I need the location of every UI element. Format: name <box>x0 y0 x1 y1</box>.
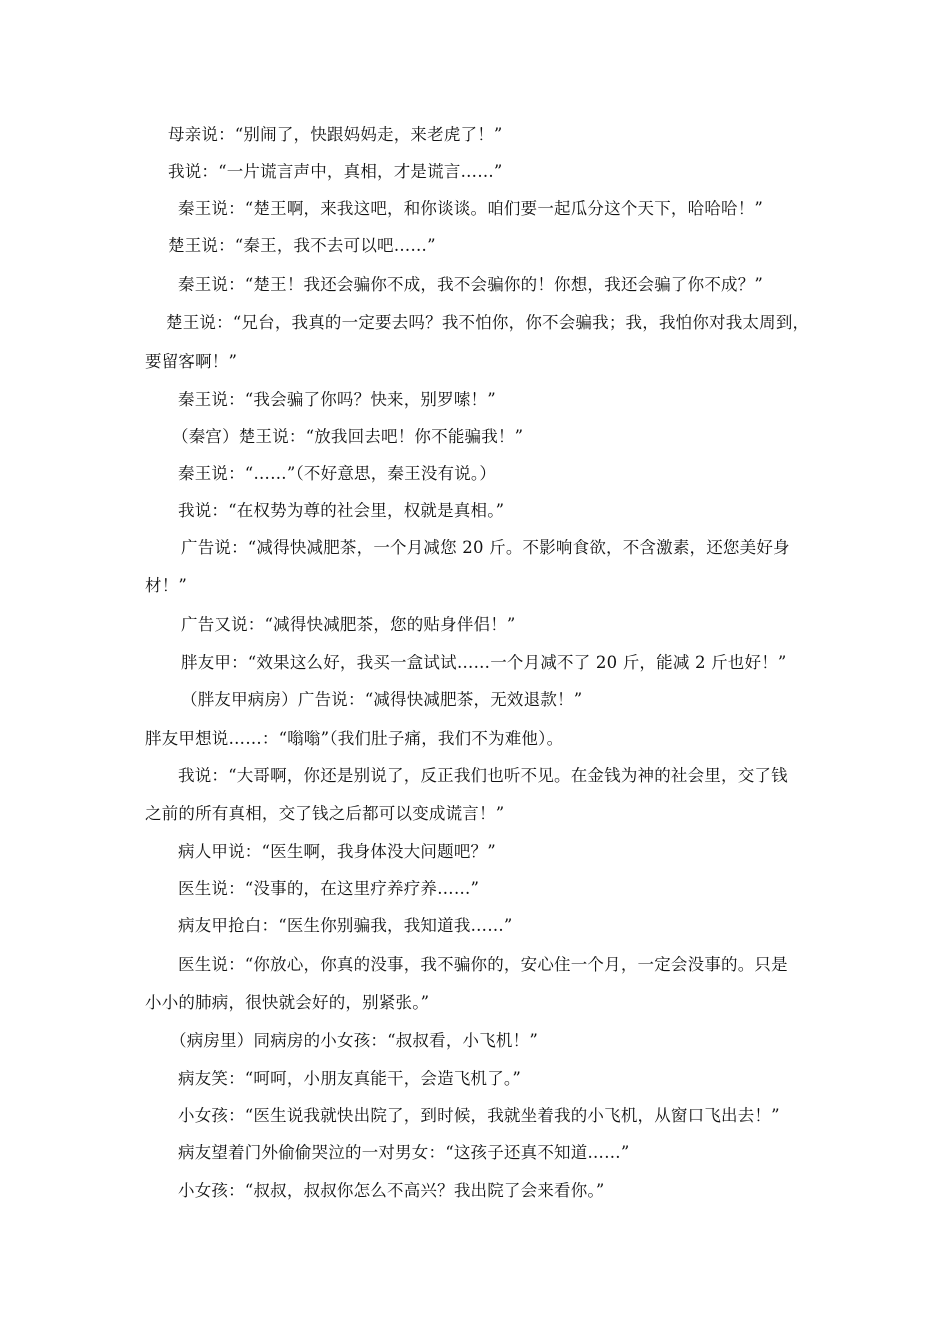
text-line: 秦王说：“楚王！我还会骗你不成，我不会骗你的！你想，我还会骗了你不成？” <box>178 275 764 294</box>
text-line: 母亲说：“别闹了，快跟妈妈走，来老虎了！” <box>168 125 503 144</box>
text-line: 小女孩：“医生说我就快出院了，到时候，我就坐着我的小飞机，从窗口飞出去！” <box>178 1106 780 1125</box>
text-line: 之前的所有真相，交了钱之后都可以变成谎言！” <box>145 804 505 823</box>
text-line: 医生说：“你放心，你真的没事，我不骗你的，安心住一个月，一定会没事的。只是 <box>178 955 788 974</box>
text-line: （秦宫）楚王说：“放我回去吧！你不能骗我！” <box>172 427 524 446</box>
text-line: 我说：“一片谎言声中，真相，才是谎言……” <box>168 162 503 181</box>
text-line: 胖友甲想说……：“嗡嗡”（我们肚子痛，我们不为难他）。 <box>145 729 564 748</box>
text-line: 小女孩：“叔叔，叔叔你怎么不高兴？我出院了会来看你。” <box>178 1181 605 1200</box>
text-line: 秦王说：“我会骗了你吗？快来，别罗嗦！” <box>178 390 496 409</box>
text-line: 我说：“大哥啊，你还是别说了，反正我们也听不见。在金钱为神的社会里，交了钱 <box>178 766 788 785</box>
text-line: 楚王说：“秦王，我不去可以吧……” <box>168 236 436 255</box>
text-line: 小小的肺病，很快就会好的，别紧张。” <box>145 993 430 1012</box>
text-line: 广告又说：“减得快减肥茶，您的贴身伴侣！” <box>181 615 516 634</box>
text-line: 要留客啊！” <box>145 352 238 371</box>
text-line: 病人甲说：“医生啊，我身体没大问题吧？” <box>178 842 496 861</box>
text-line: 病友望着门外偷偷哭泣的一对男女：“这孩子还真不知道……” <box>178 1143 630 1162</box>
text-line: 我说：“在权势为尊的社会里，权就是真相。” <box>178 501 505 520</box>
text-line: 秦王说：“楚王啊，来我这吧，和你谈谈。咱们要一起瓜分这个天下，哈哈哈！” <box>178 199 764 218</box>
text-line: 楚王说：“兄台，我真的一定要去吗？我不怕你，你不会骗我；我，我怕你对我太周到， <box>166 313 810 332</box>
text-line: 病友甲抢白：“医生你别骗我，我知道我……” <box>178 916 513 935</box>
text-line: （胖友甲病房）广告说：“减得快减肥茶，无效退款！” <box>181 690 583 709</box>
text-line: 胖友甲：“效果这么好，我买一盒试试……一个月减不了 20 斤，能减 2 斤也好！” <box>181 653 787 672</box>
text-line: 病友笑：“呵呵，小朋友真能干，会造飞机了。” <box>178 1069 522 1088</box>
text-line: （病房里）同病房的小女孩：“叔叔看，小飞机！” <box>170 1031 538 1050</box>
text-line: 材！” <box>145 576 188 595</box>
text-line: 医生说：“没事的，在这里疗养疗养……” <box>178 879 480 898</box>
text-line: 秦王说：“……”（不好意思，秦王没有说。） <box>178 464 497 483</box>
text-line: 广告说：“减得快减肥茶，一个月减您 20 斤。不影响食欲，不含激素，还您美好身 <box>181 538 790 557</box>
